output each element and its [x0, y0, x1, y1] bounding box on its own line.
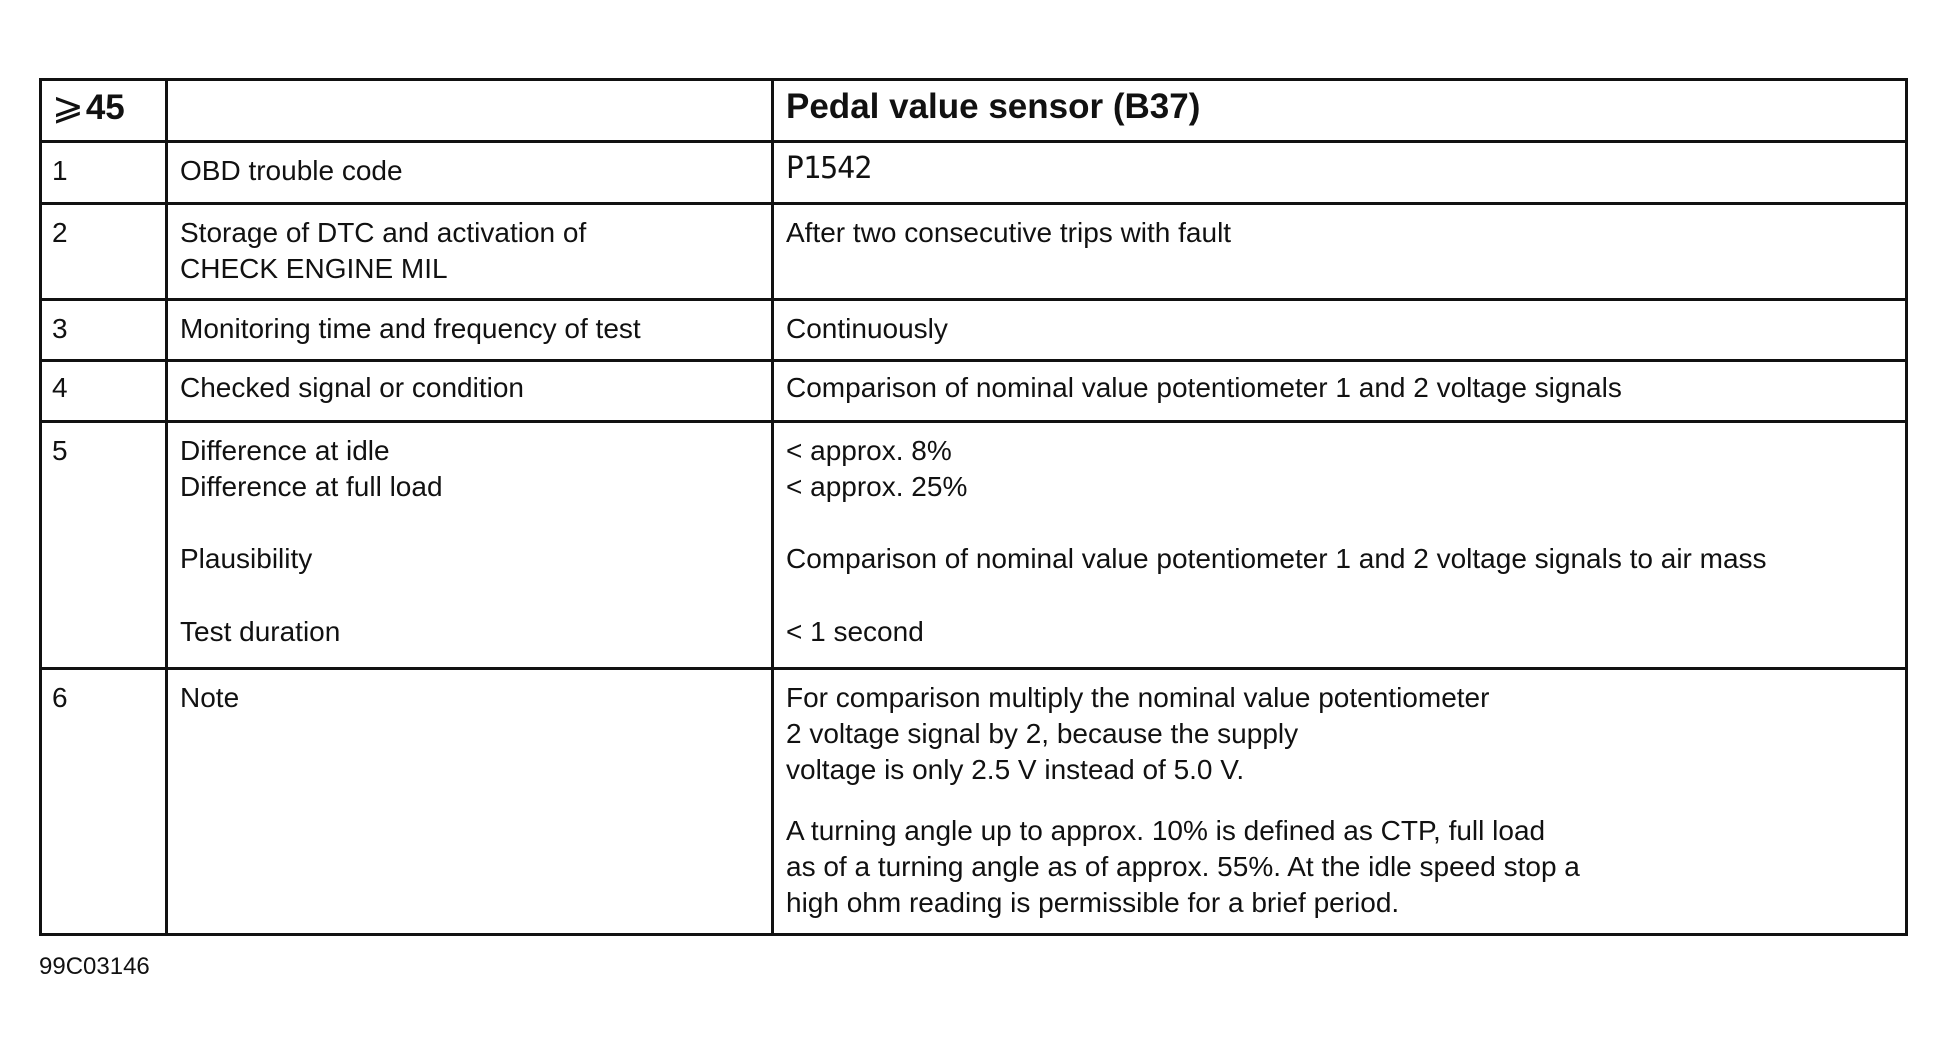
reference-number: 45 — [85, 88, 125, 127]
table-row — [41, 361, 1907, 422]
table-row — [41, 669, 1907, 935]
table-header-row — [41, 80, 1907, 142]
row-value — [773, 142, 1907, 204]
row-value — [773, 361, 1907, 422]
row-label — [167, 422, 773, 669]
table-row — [41, 422, 1907, 669]
value-line: After two consecutive trips with fault — [786, 217, 1232, 248]
note-line: voltage is only 2.5 V instead of 5.0 V. — [786, 754, 1245, 785]
label-line: Note — [180, 682, 240, 713]
header-label-cell — [167, 80, 773, 142]
value-line: < approx. 8% — [786, 435, 952, 466]
diagnostic-table — [39, 78, 1908, 936]
row-value — [773, 204, 1907, 300]
row-number: 5 — [41, 422, 167, 669]
label-line: OBD trouble code — [180, 155, 403, 186]
label-line: Difference at idle — [180, 435, 390, 466]
row-value — [773, 669, 1907, 935]
row-label — [167, 300, 773, 361]
note-line: 2 voltage signal by 2, because the supply — [786, 718, 1299, 749]
label-line: Test duration — [180, 616, 341, 647]
trouble-code: P1542 — [786, 151, 872, 186]
note-line: as of a turning angle as of approx. 55%. At the idle speed stop a — [786, 851, 1580, 882]
label-line: Plausibility — [180, 543, 313, 574]
value-line: Comparison of nominal value potentiometer 1 and 2 voltage signals — [786, 372, 1622, 403]
row-label — [167, 142, 773, 204]
value-line: Continuously — [786, 313, 948, 344]
row-value — [773, 300, 1907, 361]
note-line: high ohm reading is permissible for a brief period. — [786, 887, 1400, 918]
value-line: Comparison of nominal value potentiometer 1 and 2 voltage signals to air mass — [786, 543, 1767, 574]
label-line: Checked signal or condition — [180, 372, 524, 403]
reference-arrow-icon: ⩾ — [52, 86, 84, 128]
label-line: Difference at full load — [180, 471, 443, 502]
row-number: 2 — [41, 204, 167, 300]
value-line: < approx. 25% — [786, 471, 968, 502]
label-line: Storage of DTC and activation of — [180, 217, 587, 248]
table-row — [41, 142, 1907, 204]
figure-id: 99C03146 — [39, 953, 150, 980]
row-number: 1 — [41, 142, 167, 204]
label-line: CHECK ENGINE MIL — [180, 253, 448, 284]
table-row — [41, 300, 1907, 361]
row-number: 3 — [41, 300, 167, 361]
table-row — [41, 204, 1907, 300]
row-label — [167, 361, 773, 422]
row-number: 4 — [41, 361, 167, 422]
note-line: A turning angle up to approx. 10% is defined as CTP, full load — [786, 815, 1546, 846]
row-value — [773, 422, 1907, 669]
row-label — [167, 204, 773, 300]
label-line: Monitoring time and frequency of test — [180, 313, 641, 344]
row-label — [167, 669, 773, 935]
component-title: Pedal value sensor (B37) — [773, 80, 1907, 142]
row-number: 6 — [41, 669, 167, 935]
value-line: < 1 second — [786, 616, 924, 647]
reference-cell — [41, 80, 167, 142]
note-line: For comparison multiply the nominal value potentiometer — [786, 682, 1490, 713]
